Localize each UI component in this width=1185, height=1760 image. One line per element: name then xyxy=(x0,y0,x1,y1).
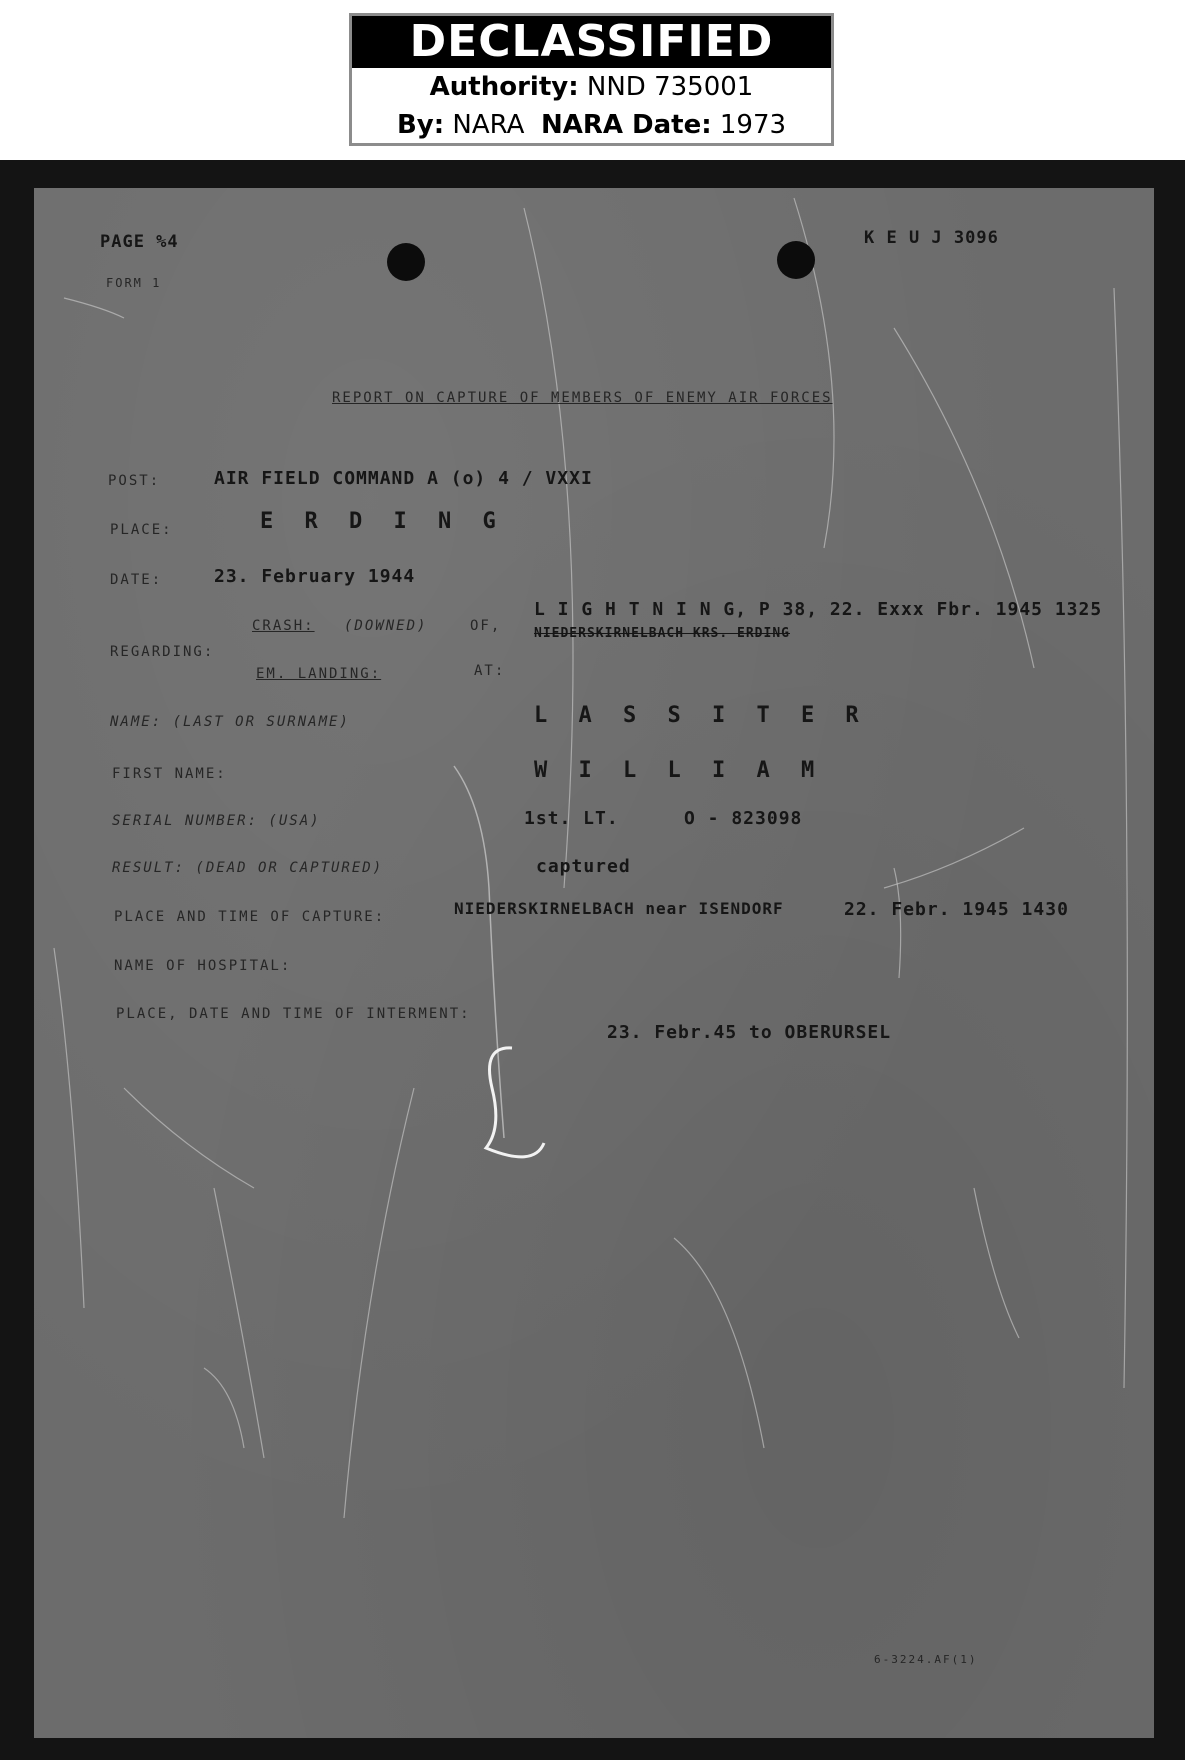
capture-place-value: NIEDERSKIRNELBACH near ISENDORF xyxy=(454,899,784,918)
stamp-by-value: NARA xyxy=(452,110,525,140)
capture-time-value: 22. Febr. 1945 1430 xyxy=(844,899,1069,920)
stamp-authority-value: NND 735001 xyxy=(586,72,754,102)
date-value: 23. February 1944 xyxy=(214,566,416,587)
first-name-label: FIRST NAME: xyxy=(112,766,227,782)
post-value: AIR FIELD COMMAND A (o) 4 / VXXI xyxy=(214,468,593,489)
regarding-label: REGARDING: xyxy=(110,644,215,660)
date-label: DATE: xyxy=(110,572,163,588)
name-label: NAME: (LAST OR SURNAME) xyxy=(110,714,350,730)
scanned-document xyxy=(0,160,1185,1760)
place-value: E R D I N G xyxy=(260,509,505,534)
serial-value: O - 823098 xyxy=(684,808,803,829)
result-label: RESULT: (DEAD OR CAPTURED) xyxy=(112,860,384,876)
file-reference: K E U J 3096 xyxy=(864,228,999,248)
post-label: POST: xyxy=(108,473,161,489)
aircraft-value: L I G H T N I N G, P 38, 22. Exxx Fbr. 1945 1325 xyxy=(534,599,1103,620)
page-number: PAGE %4 xyxy=(100,232,179,252)
stamp-by-label: By: xyxy=(396,110,445,140)
crash-label: CRASH: xyxy=(252,618,315,634)
crash-location-value: NIEDERSKIRNELBACH KRS. ERDING xyxy=(534,626,790,641)
punch-hole-left xyxy=(387,243,425,281)
first-name-value: W I L L I A M xyxy=(534,758,824,783)
name-value: L A S S I T E R xyxy=(534,703,868,728)
stamp-by-line xyxy=(352,106,831,144)
result-value: captured xyxy=(536,856,631,877)
place-label: PLACE: xyxy=(110,522,173,538)
of-label: OF, xyxy=(470,618,502,634)
form-title: REPORT ON CAPTURE OF MEMBERS OF ENEMY AIR FORCES xyxy=(332,390,833,406)
rank-value: 1st. LT. xyxy=(524,808,619,829)
form-paper xyxy=(34,188,1154,1738)
downed-label: (DOWNED) xyxy=(344,618,428,634)
em-landing-label: EM. LANDING: xyxy=(256,666,382,682)
punch-hole-right xyxy=(777,241,815,279)
capture-label: PLACE AND TIME OF CAPTURE: xyxy=(114,909,386,925)
footer-form-code: 6-3224.AF(1) xyxy=(874,1653,978,1666)
interment-value: 23. Febr.45 to OBERURSEL xyxy=(607,1022,892,1043)
stamp-date-label: NARA Date: xyxy=(540,110,712,140)
stamp-authority-line xyxy=(352,68,831,106)
stamp-date-value: 1973 xyxy=(719,110,787,140)
serial-label: SERIAL NUMBER: (USA) xyxy=(112,813,321,829)
declassified-stamp xyxy=(349,13,834,146)
form-number: FORM 1 xyxy=(106,276,162,290)
at-label: AT: xyxy=(474,663,506,679)
hospital-label: NAME OF HOSPITAL: xyxy=(114,958,292,974)
interment-label: PLACE, DATE AND TIME OF INTERMENT: xyxy=(116,1006,471,1022)
stamp-authority-label: Authority: xyxy=(429,72,579,102)
stamp-title: DECLASSIFIED xyxy=(352,16,831,68)
